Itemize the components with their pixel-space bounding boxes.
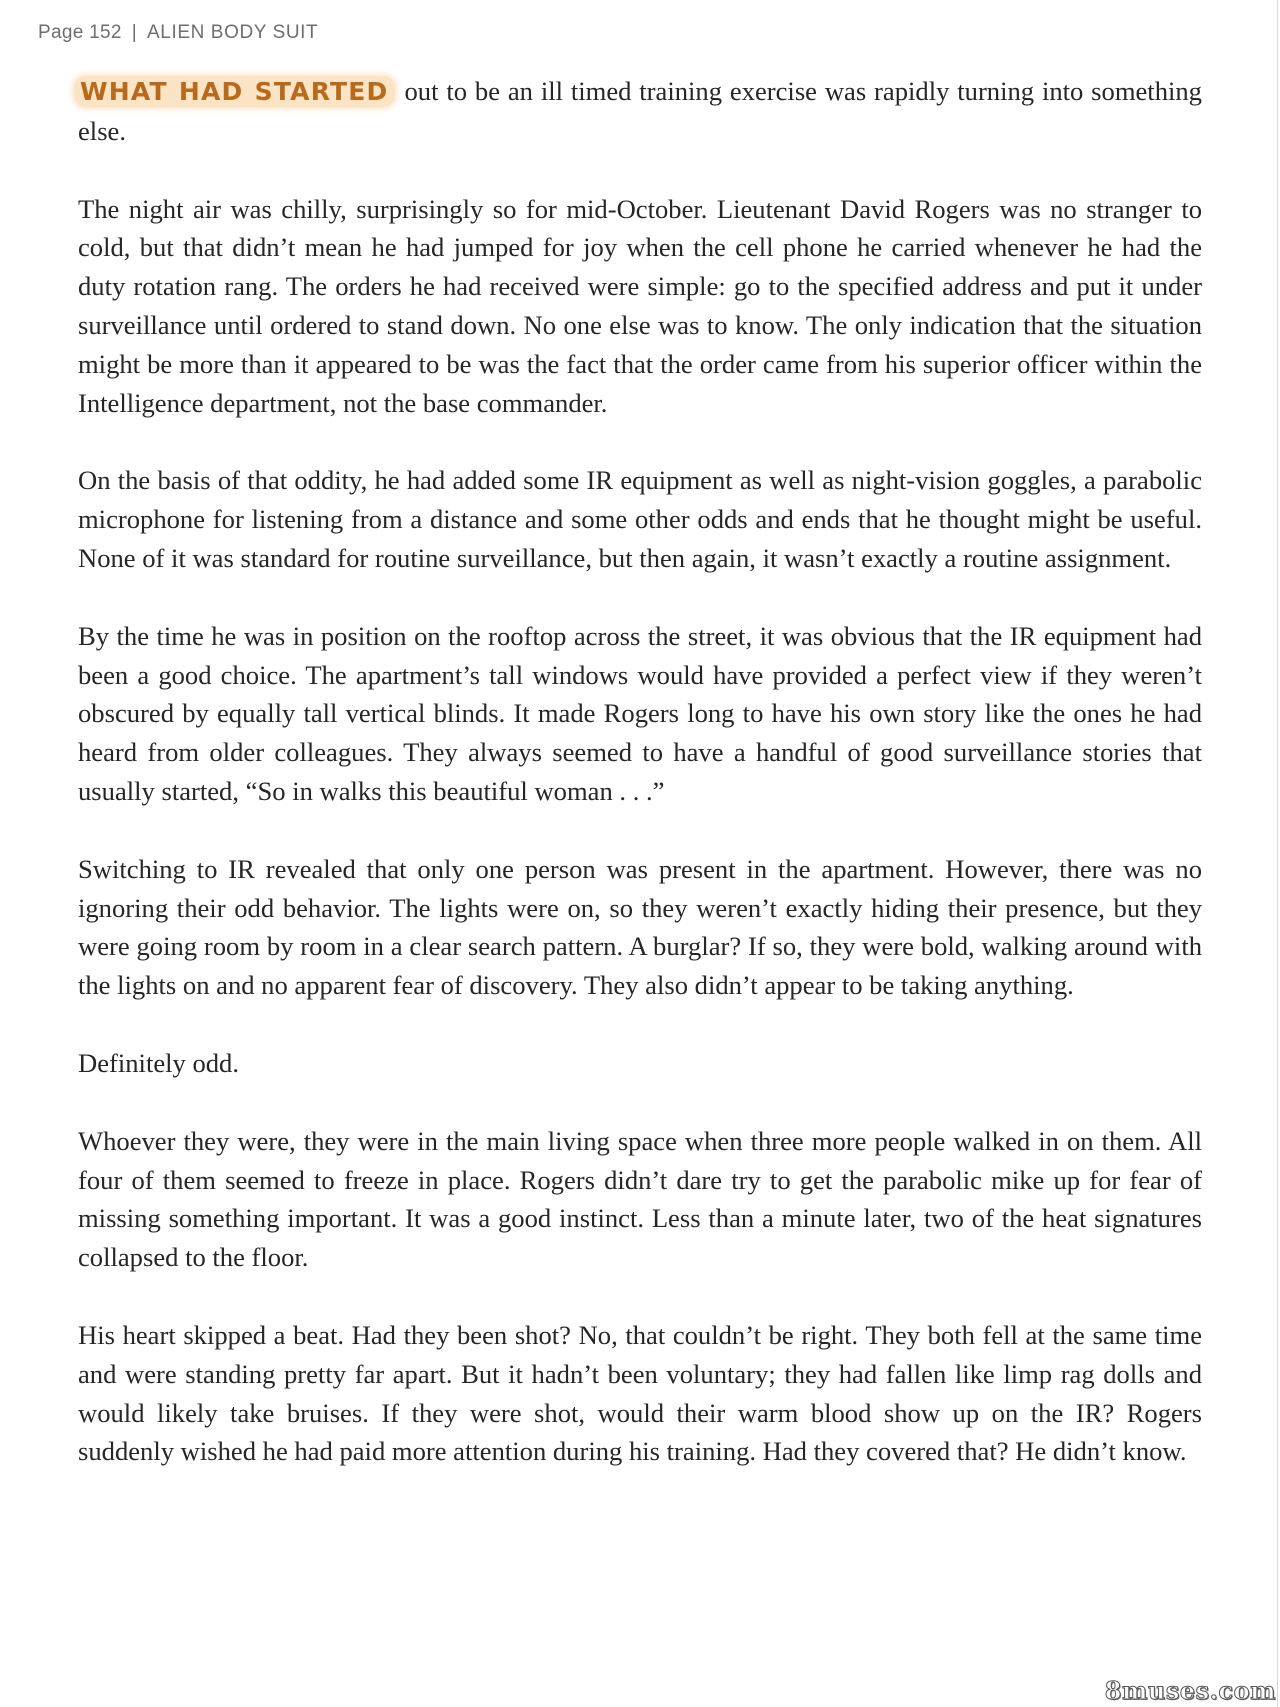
page-edge-rule — [1277, 0, 1278, 1707]
paragraph-6: Definitely odd. — [78, 1047, 240, 1078]
paragraph-3: On the basis of that oddity, he had added some IR equipment as well as night-vision goggles, a parabolic microphone for listening from a distance and some other odds and ends that he thought might be useful. None of it was standard for routine surveillance, but then again, it wasn’t exactly a routine assignment. — [78, 465, 1202, 573]
running-header — [38, 22, 318, 44]
page-body — [78, 72, 1202, 1510]
header-separator: | — [131, 22, 138, 43]
chapter-lead-in: WHAT HAD STARTED — [74, 76, 395, 107]
paragraph-4: By the time he was in position on the rooftop across the street, it was obvious that the IR equipment had been a good choice. The apartment’s tall windows would have provided a perfect view if they weren’t obscured by equally tall vertical blinds. It made Rogers long to have his own story like the ones he had heard from older colleagues. They always seemed to have a handful of good surveillance stories that usually started, “So in walks this beautiful woman . . .” — [78, 620, 1202, 806]
paragraph-2: The night air was chilly, surprisingly so for mid-October. Lieutenant David Rogers was no stranger to cold, but that didn’t mean he had jumped for joy when the cell phone he carried whenever he had the duty rotation rang. The orders he had received were simple: go to the specified address and put it under surveillance until ordered to stand down. No one else was to know. The only indication that the situation might be more than it appeared to be was the fact that the order came from his superior officer within the Intelligence department, not the base commander. — [78, 193, 1202, 418]
paragraph-5: Switching to IR revealed that only one person was present in the apartment. However, there was no ignoring their odd behavior. The lights were on, so they weren’t exactly hiding their presence, but they were going room by room in a clear search pattern. A burglar? If so, they were bold, walking around with the lights on and no apparent fear of discovery. They also didn’t appear to be taking anything. — [78, 853, 1202, 1001]
paragraph-8: His heart skipped a beat. Had they been shot? No, that couldn’t be right. They both fell at the same time and were standing pretty far apart. But it hadn’t been voluntary; they had fallen like limp rag dolls and would likely take bruises. If they were shot, would their warm blood show up on the IR? Rogers suddenly wished he had paid more attention during his training. Had they covered that? He didn’t know. — [78, 1319, 1202, 1467]
page-number: Page 152 — [38, 22, 122, 43]
paragraph-1 — [78, 72, 1202, 151]
book-title: ALIEN BODY SUIT — [147, 22, 319, 43]
paragraph-7: Whoever they were, they were in the main living space when three more people walked in on them. All four of them seemed to freeze in place. Rogers didn’t dare try to get the parabolic mike up for fear of missing something important. It was a good instinct. Less than a minute later, two of the heat signatures collapsed to the floor. — [78, 1125, 1202, 1273]
paragraph-1-text: out to be an ill timed training exercise was rapidly turning into something else. — [78, 76, 1202, 146]
site-watermark: 8muses.com — [1104, 1676, 1276, 1705]
